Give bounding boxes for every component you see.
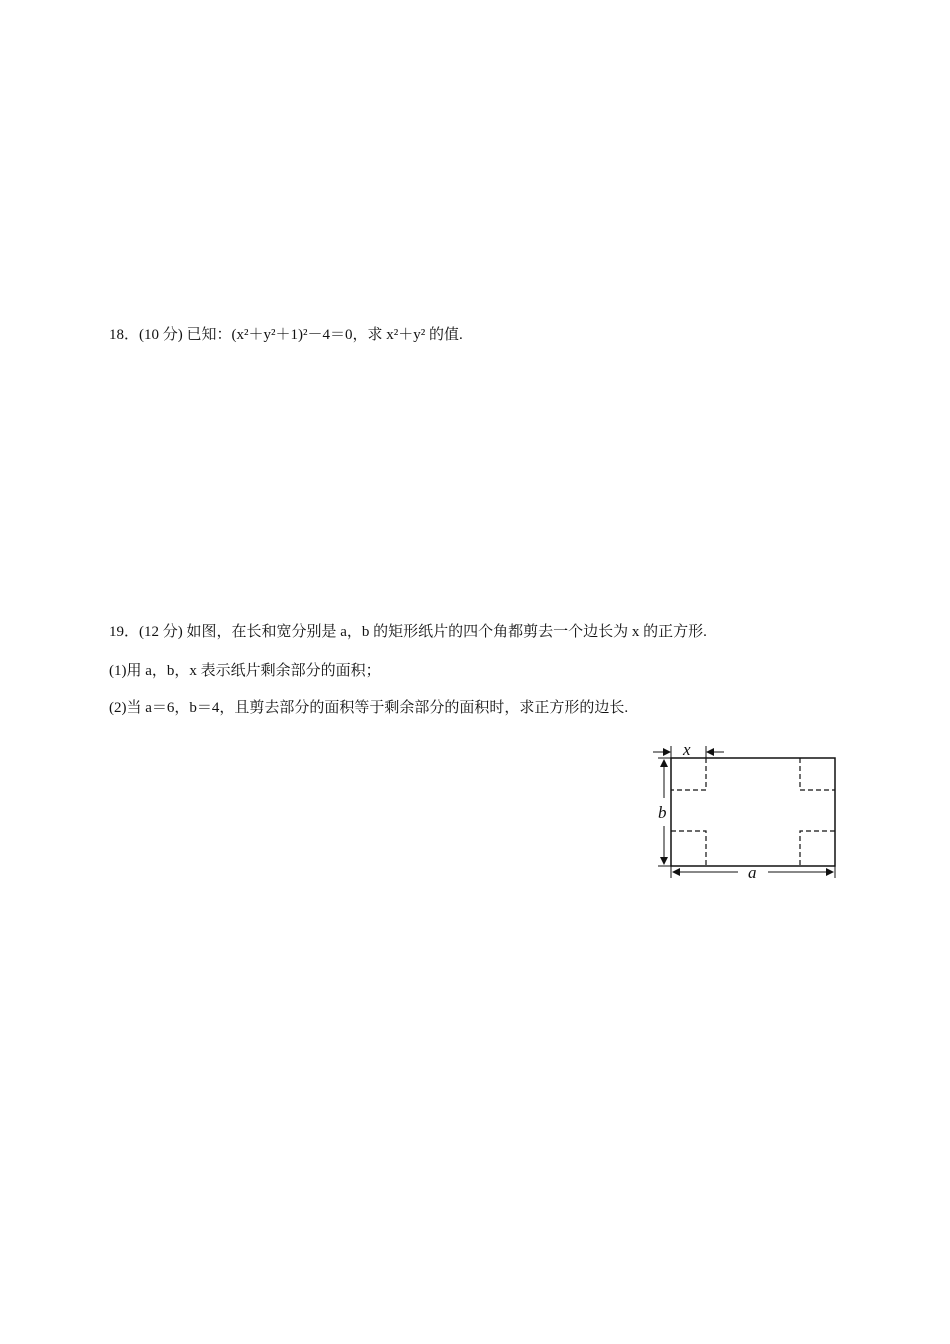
question-19-stem: 19．(12 分) 如图，在长和宽分别是 a，b 的矩形纸片的四个角都剪去一个边长为 x 的正方形. — [109, 624, 707, 640]
corner-square-top-right — [800, 758, 835, 790]
x-label: x — [683, 742, 691, 759]
rectangle-figure-svg — [650, 742, 845, 882]
a-label: a — [748, 863, 757, 882]
cut-squares — [671, 758, 835, 866]
question-18: 18．(10 分) 已知：(x²＋y²＋1)²－4＝0，求 x²＋y² 的值. — [109, 327, 463, 343]
b-label: b — [658, 803, 667, 822]
question-19-part-2: (2)当 a＝6，b＝4，且剪去部分的面积等于剩余部分的面积时，求正方形的边长. — [109, 700, 629, 716]
rectangle-figure — [650, 742, 845, 882]
question-19-part-1: (1)用 a，b，x 表示纸片剩余部分的面积； — [109, 663, 381, 679]
corner-square-top-left — [671, 758, 706, 790]
paper-rectangle — [671, 758, 835, 866]
corner-square-bottom-right — [800, 831, 835, 866]
corner-square-bottom-left — [671, 831, 706, 866]
